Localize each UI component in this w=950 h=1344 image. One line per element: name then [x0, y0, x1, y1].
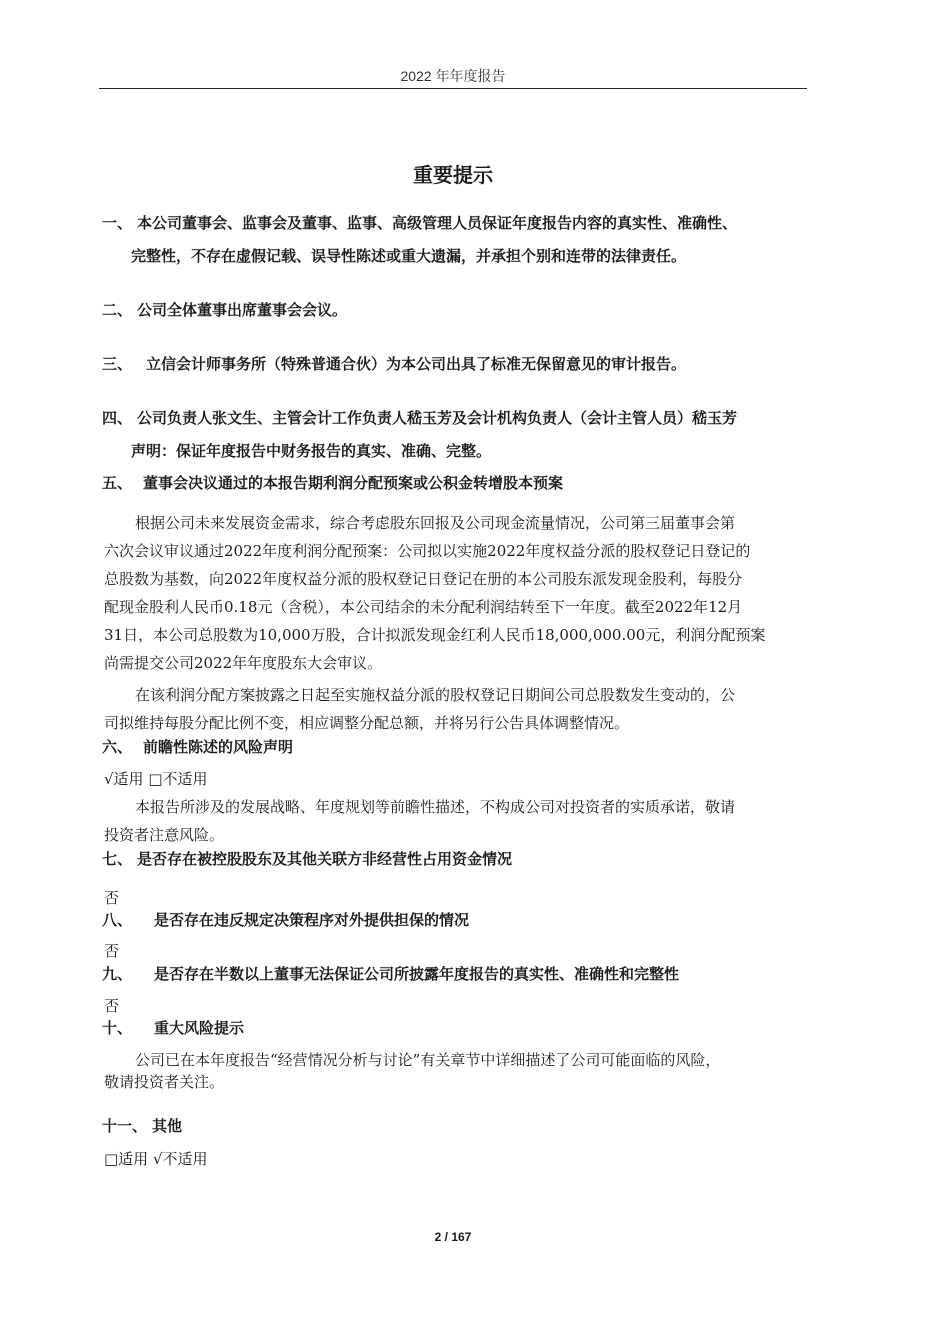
section-9-answer: 否	[104, 997, 120, 1015]
section-8-answer: 否	[104, 942, 120, 960]
section-5-heading: 董事会决议通过的本报告期利润分配预案或公积金转增股本预案	[143, 474, 564, 492]
section-7-answer: 否	[104, 889, 120, 907]
section-5-label: 五、	[102, 474, 133, 492]
section-6-options: √适用 □不适用	[104, 770, 208, 788]
section-1-label: 一、	[102, 214, 133, 232]
section-3-label: 三、	[102, 355, 133, 373]
section-5-para2-line: 司拟维持每股分配比例不变，相应调整分配总额，并将另行公告具体调整情况。	[104, 714, 630, 732]
section-4-line1: 公司负责人张文生、主管会计工作负责人嵇玉芳及会计机构负责人（会计主管人员）嵇玉芳	[137, 409, 738, 427]
section-11-label: 十一、	[102, 1117, 148, 1135]
section-4-line2: 声明：保证年度报告中财务报告的真实、准确、完整。	[131, 442, 492, 460]
section-3-text: 立信会计师事务所（特殊普通合伙）为本公司出具了标准无保留意见的审计报告。	[146, 355, 687, 373]
section-10-para-line: 公司已在本年度报告“经营情况分析与讨论”有关章节中详细描述了公司可能面临的风险，	[135, 1051, 721, 1069]
section-9-heading: 是否存在半数以上董事无法保证公司所披露年度报告的真实性、准确性和完整性	[154, 965, 680, 983]
section-11-heading: 其他	[152, 1117, 183, 1135]
section-7-heading: 是否存在被控股股东及其他关联方非经营性占用资金情况	[137, 850, 513, 868]
section-5-para1-line: 根据公司未来发展资金需求，综合考虑股东回报及公司现金流量情况，公司第三届董事会第	[135, 514, 736, 532]
page-title: 重要提示	[413, 163, 493, 187]
section-5-para1-line: 配现金股利人民币0.18元（含税），本公司结余的未分配利润结转至下一年度。截至2022年12月	[104, 598, 743, 616]
section-9-label: 九、	[102, 965, 133, 983]
header-rule	[99, 88, 807, 89]
section-10-heading: 重大风险提示	[154, 1019, 245, 1037]
section-5-para1-line: 尚需提交公司2022年年度股东大会审议。	[104, 654, 383, 672]
page-number: 2 / 167	[434, 1230, 472, 1244]
section-8-heading: 是否存在违反规定决策程序对外提供担保的情况	[154, 911, 470, 929]
section-5-para1-line: 六次会议审议通过2022年度利润分配预案：公司拟以实施2022年度权益分派的股权登记日登记的	[104, 542, 751, 560]
section-2-text: 公司全体董事出席董事会会议。	[137, 301, 348, 319]
section-10-label: 十、	[102, 1019, 133, 1037]
section-2-label: 二、	[102, 301, 133, 319]
section-7-label: 七、	[102, 850, 133, 868]
section-5-para1-line: 总股数为基数，向2022年度权益分派的股权登记日登记在册的本公司股东派发现金股利，每股分	[104, 570, 743, 588]
section-6-heading: 前瞻性陈述的风险声明	[143, 738, 294, 756]
section-1-line2: 完整性，不存在虚假记载、误导性陈述或重大遗漏，并承担个别和连带的法律责任。	[131, 247, 687, 265]
section-1-line1: 本公司董事会、监事会及董事、监事、高级管理人员保证年度报告内容的真实性、准确性、	[137, 214, 738, 232]
section-5-para1-line: 31日，本公司总股数为10,000万股，合计拟派发现金红利人民币18,000,000.00元，利润分配预案	[104, 626, 766, 644]
section-10-para-line: 敬请投资者关注。	[104, 1073, 225, 1091]
section-11-options: □适用 √不适用	[104, 1150, 208, 1168]
section-4-label: 四、	[102, 409, 133, 427]
section-8-label: 八、	[102, 911, 133, 929]
section-5-para2-line: 在该利润分配方案披露之日起至实施权益分派的股权登记日期间公司总股数发生变动的，公	[135, 686, 736, 704]
running-header: 2022 年年度报告	[400, 68, 506, 84]
section-6-para-line: 本报告所涉及的发展战略、年度规划等前瞻性描述，不构成公司对投资者的实质承诺，敬请	[135, 798, 736, 816]
section-6-label: 六、	[102, 738, 133, 756]
section-6-para-line: 投资者注意风险。	[104, 826, 225, 844]
